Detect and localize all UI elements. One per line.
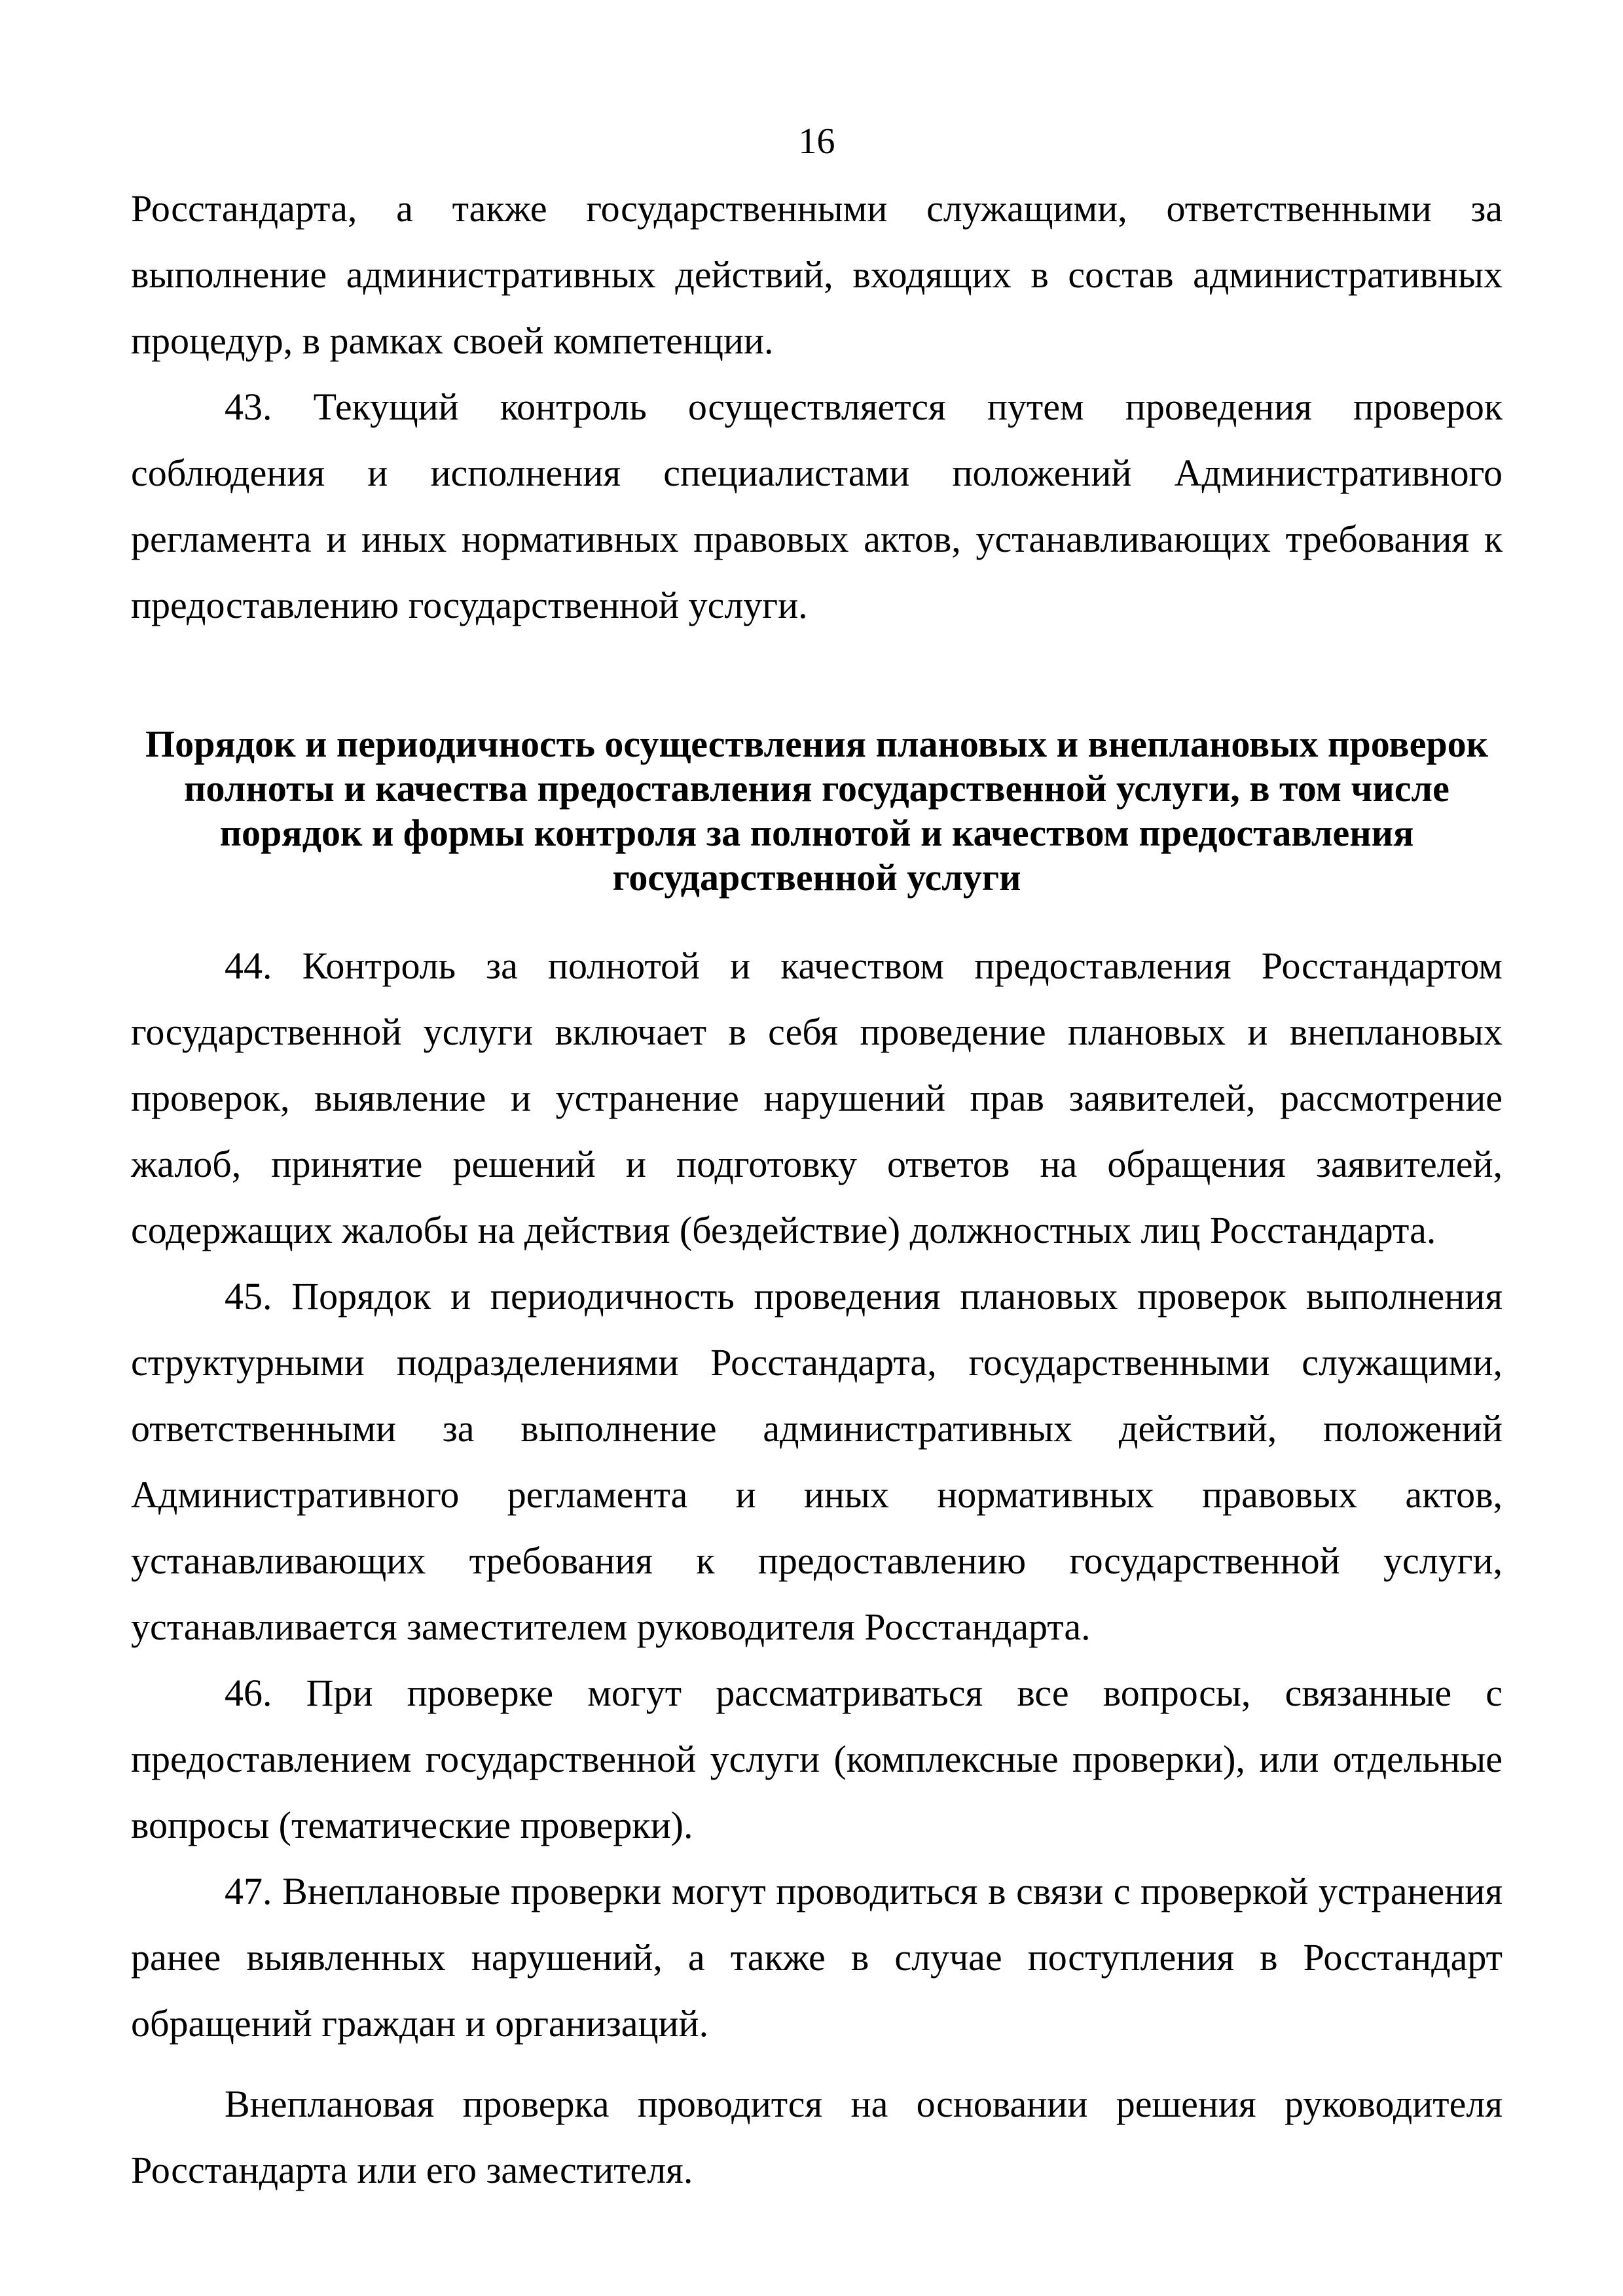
paragraph-46: 46. При проверке могут рассматриваться все вопросы, связанные с предоставлением государственной услуги (комплексные проверки), или отдельные вопросы (тематические проверки). — [131, 1672, 1503, 1846]
paragraph-43: 43. Текущий контроль осуществляется путем проведения проверок соблюдения и исполнения специалистами положений Административного регламента и иных нормативных правовых актов, устанавливающих требования к предоставлению государственной услуги. — [131, 386, 1503, 626]
document-page — [131, 0, 1503, 2296]
paragraph-47-continuation: Внеплановая проверка проводится на основании решения руководителя Росстандарта или его заместителя. — [131, 2083, 1503, 2191]
document-body — [131, 175, 1503, 2203]
paragraph-47: 47. Внеплановые проверки могут проводиться в связи с проверкой устранения ранее выявленных нарушений, а также в случае поступления в Росстандарт обращений граждан и организаций. — [131, 1870, 1503, 2045]
heading-line-4: государственной услуги — [612, 856, 1021, 899]
heading-line-2: полноты и качества предоставления государственной услуги, в том числе — [184, 767, 1450, 810]
heading-line-3: порядок и формы контроля за полнотой и качеством предоставления — [219, 812, 1414, 854]
page-number: 16 — [798, 121, 835, 162]
section-heading — [131, 722, 1503, 900]
paragraph-44: 44. Контроль за полнотой и качеством предоставления Росстандартом государственной услуги включает в себя проведение плановых и внеплановых проверок, выявление и устранение нарушений прав заявителей, рассмотрение жалоб, принятие решений и подготовку ответов на обращения заявителей, содержащих жалобы на действия (бездействие) должностных лиц Росстандарта. — [131, 944, 1503, 1251]
heading-line-1: Порядок и периодичность осуществления плановых и внеплановых проверок — [145, 723, 1488, 765]
paragraph-continuation: Росстандарта, а также государственными служащими, ответственными за выполнение административных действий, входящих в состав административных процедур, в рамках своей компетенции. — [131, 187, 1503, 362]
paragraph-45: 45. Порядок и периодичность проведения плановых проверок выполнения структурными подразделениями Росстандарта, государственными служащими, ответственными за выполнение административных действий, положений Административного регламента и иных нормативных правовых актов, устанавливающих требования к предоставлению государственной услуги, устанавливается заместителем руководителя Росстандарта. — [131, 1275, 1503, 1648]
